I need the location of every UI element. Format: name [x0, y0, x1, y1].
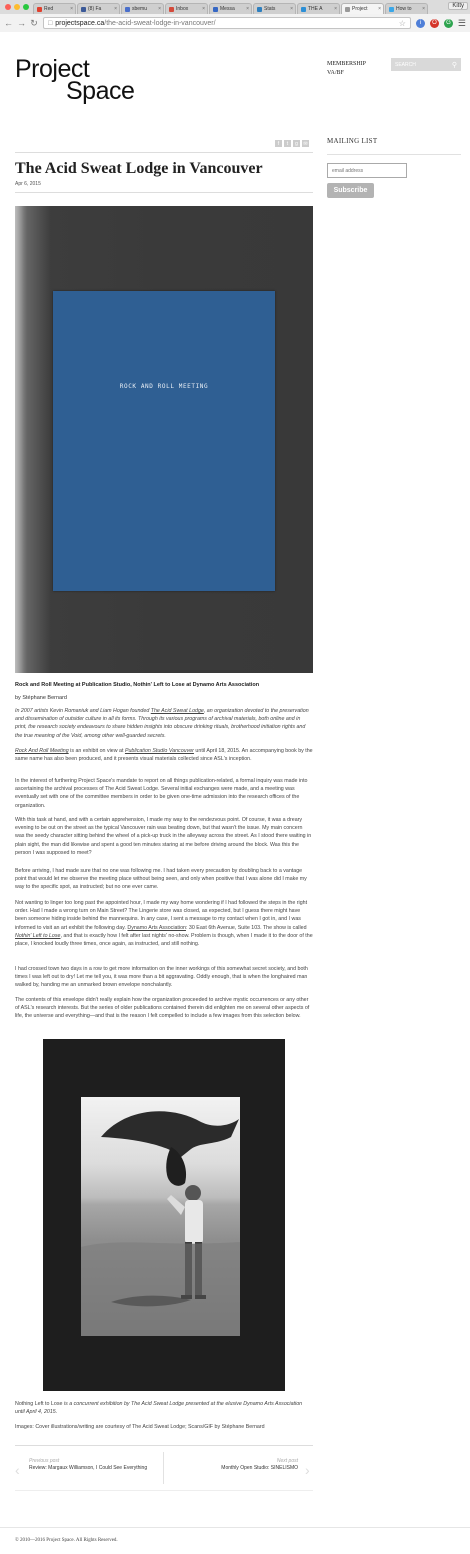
tab-close-icon[interactable]: ×: [158, 6, 161, 12]
cover-photo: [15, 206, 313, 673]
logo-line-1: Project: [15, 55, 90, 83]
closing-paragraph: Nothing Left to Lose is a concurrent exhibition by The Acid Sweat Lodge presented at the elusive Dynamo Arts Association until April 4, 2015.: [15, 1401, 303, 1416]
logo-line-2: Space: [66, 77, 135, 105]
subscribe-button[interactable]: Subscribe: [327, 183, 374, 198]
tab-close-icon[interactable]: ×: [202, 6, 205, 12]
intro-paragraph: In 2007 artists Kevin Romaniuk and Liam Hogan founded The Acid Sweat Lodge, an organization devoted to the preservation and dissemination of outsider culture in all its forms. Through its various programs of archival materials, both online and in print, the research society endeavours to share hidden insights into obscure drinking rituals, brotherhood initiation rights and the true meaning of the Void, among other well-guarded secrets.: [15, 708, 309, 739]
dynamo-arts-link[interactable]: Dynamo Arts Association: [127, 924, 186, 931]
back-icon[interactable]: ←: [4, 18, 13, 28]
maximize-window-button[interactable]: [23, 4, 29, 10]
nothin-left-to-lose-link[interactable]: Nothin' Left to Lose: [15, 932, 61, 939]
tab-close-icon[interactable]: ×: [422, 6, 425, 12]
browser-tab[interactable]: [253, 3, 296, 14]
forward-icon[interactable]: →: [17, 18, 26, 28]
rock-and-roll-meeting-link[interactable]: Rock And Roll Meeting: [15, 748, 69, 754]
photo-caption: Rock and Roll Meeting at Publication Studio, Nothin' Left to Lose at Dynamo Arts Association: [15, 682, 260, 688]
google-share-icon[interactable]: g: [293, 140, 300, 147]
paragraph: In the interest of furthering Project Space's mandate to report on all things publication-related, a formal inquiry was made into ascertaining the archival processes of The Acid Sweat Lodge. Several initial exchanges were made, and a meeting was eventually set with one of the committee members in order to be given one-time admission into the research offices of the organization.: [15, 778, 308, 809]
tab-close-icon[interactable]: ×: [246, 6, 249, 12]
close-window-button[interactable]: [5, 4, 11, 10]
next-arrow-icon[interactable]: ›: [305, 1462, 310, 1478]
previous-arrow-icon[interactable]: ‹: [15, 1462, 20, 1478]
divider: [163, 1452, 164, 1484]
post-title: The Acid Sweat Lodge in Vancouver: [15, 160, 263, 177]
tab-label: Messa: [220, 6, 235, 12]
tab-close-icon[interactable]: ×: [378, 6, 381, 12]
divider: [15, 152, 313, 153]
footer-divider: [0, 1527, 470, 1528]
next-post-label: Next post: [276, 1458, 298, 1464]
vulture-photo-print: [81, 1097, 240, 1336]
tab-favicon-icon: [213, 7, 218, 12]
tab-favicon-icon: [169, 7, 174, 12]
divider: [15, 1490, 313, 1491]
previous-post-link[interactable]: [29, 1458, 149, 1472]
reload-icon[interactable]: ↻: [30, 17, 38, 28]
previous-post-label: Previous post: [29, 1458, 60, 1464]
facebook-share-icon[interactable]: f: [275, 140, 282, 147]
browser-tab[interactable]: [297, 3, 340, 14]
tab-close-icon[interactable]: ×: [334, 6, 337, 12]
divider: [327, 154, 461, 155]
tab-label: sbemu: [132, 6, 148, 12]
byline: by Stéphane Bernard: [15, 695, 67, 701]
tab-label: Project: [352, 6, 368, 12]
paragraph: With this task at hand, and with a certain apprehension, I made my way to the rendezvous point. Of course, it was a dreary evening to be out on the street as the typical Vancouver rain was beating down, but that wasn't the issue. My main concern was the seedy character sitting behind the wheel of a pick-up truck in the alleyway across the street. As I stood there waiting in plain sight, the man did likewise and spent a good ten minutes staring at me before driving around the block. Was this the person I was supposed to meet?: [15, 817, 312, 856]
email-share-icon[interactable]: ✉: [303, 140, 308, 147]
book-cover-title: ROCK AND ROLL MEETING: [119, 383, 209, 390]
browser-tab[interactable]: [341, 3, 384, 14]
url-path: /the-acid-sweat-lodge-in-vancouver/: [104, 19, 216, 27]
mailing-list-heading: MAILING LIST: [327, 137, 378, 145]
bookmark-star-icon[interactable]: ☆: [398, 18, 406, 28]
navigation-bar: [0, 14, 470, 32]
paragraph: Before arriving, I had made sure that no one was following me. I had taken every precaution by doubling back to a vantage point that would let me observe the meeting place without being seen, and only when positive that I was alone did I make my way to the specific spot, as instructed; but no one ever came.: [15, 868, 307, 891]
tab-close-icon[interactable]: ×: [70, 6, 73, 12]
browser-tab[interactable]: [209, 3, 252, 14]
browser-tab[interactable]: [385, 3, 428, 14]
previous-post-title: Review: Margaux Williamson, I Could See Everything: [29, 1465, 148, 1471]
url-host: projectspace.ca: [55, 19, 105, 27]
grammarly-extension-icon[interactable]: G: [444, 19, 453, 28]
tab-label: THE A: [308, 6, 323, 12]
tab-close-icon[interactable]: ×: [290, 6, 293, 12]
tab-favicon-icon: [81, 7, 86, 12]
browser-tab[interactable]: [77, 3, 120, 14]
vulture-photo: [43, 1039, 285, 1391]
page-icon: □: [48, 19, 53, 27]
browser-menu-icon[interactable]: ☰: [457, 17, 466, 28]
paragraph: The contents of this envelope didn't really explain how the organization proceeded to archive mystic occurrences or any other of ASL's research interests. But the series of older publications contained therein did enlighten me on several other aspects of life, the universe and everything—and that is the reason I felt compelled to include a few images from this selection below.: [15, 997, 310, 1020]
vulture-illustration: [81, 1097, 240, 1336]
tab-close-icon[interactable]: ×: [114, 6, 117, 12]
book-cover: [53, 291, 275, 591]
divider: [15, 192, 313, 193]
footer-copyright: © 2010—2016 Project Space. All Rights Reserved.: [15, 1538, 118, 1543]
browser-chrome: [0, 0, 470, 32]
post-date: Apr 6, 2015: [15, 181, 41, 187]
paragraph: Not wanting to linger too long past the appointed hour, I made my way home wondering if I had followed the steps in the right order. Had I made a wrong turn on Main Street? The Lingerie store was closed, as expected, but I guess there might have been someone hiding inside behind the mannequins. In any case, I sent a message to my contact when I got in, and I was informed to visit an art exhibit the following day. Dynamo Arts Association: 30 East 6th Avenue, Suite 103. The show is called Nothin' Left to Lose, and that is exactly how I felt after last nights' no-show. Problem is though, when I made it to the door of the place, I knocked loudly three times, once again, as instructed, and still nothing.: [15, 900, 313, 948]
next-post-link[interactable]: [180, 1458, 298, 1472]
image-credits: Images: Cover illustrations/writing are courtesy of The Acid Sweat Lodge; Scans/GIF by Stéphane Bernard: [15, 1424, 265, 1430]
tab-favicon-icon: [389, 7, 394, 12]
tab-bar: [0, 0, 470, 14]
email-field[interactable]: [327, 163, 407, 178]
window-controls: [2, 4, 33, 14]
opera-extension-icon[interactable]: O: [430, 19, 439, 28]
divider: [15, 1445, 313, 1446]
site-logo[interactable]: [15, 55, 135, 105]
search-input[interactable]: [391, 58, 461, 71]
browser-tab[interactable]: [33, 3, 76, 14]
paragraph: I had crossed town two days in a row to get more information on the inner workings of this somewhat secret society, and both times I was left out to dry! Let me tell you, it was more than a bit aggravating. Oddly enough, that is when the longhaired man walked by, handing me an unmarked brown envelope nonchalantly.: [15, 966, 308, 989]
tab-favicon-icon: [37, 7, 42, 12]
profile-button[interactable]: Kitty: [448, 2, 468, 10]
tab-favicon-icon: [301, 7, 306, 12]
twitter-share-icon[interactable]: t: [284, 140, 291, 147]
minimize-window-button[interactable]: [14, 4, 20, 10]
tab-favicon-icon: [345, 7, 350, 12]
browser-tab[interactable]: [121, 3, 164, 14]
tab-favicon-icon: [125, 7, 130, 12]
search-placeholder: SEARCH: [395, 61, 416, 68]
tab-label: Stats: [264, 6, 276, 12]
tab-label: Red: [44, 6, 54, 12]
nav-vabf[interactable]: VA/BF: [327, 70, 344, 76]
acid-sweat-lodge-link[interactable]: The Acid Sweat Lodge: [150, 708, 204, 714]
browser-tab[interactable]: [165, 3, 208, 14]
tab-label: How to: [396, 6, 412, 12]
nav-membership[interactable]: MEMBERSHIP: [327, 61, 367, 67]
address-bar[interactable]: [43, 17, 411, 29]
tab-label: Inbox: [176, 6, 189, 12]
tab-favicon-icon: [257, 7, 262, 12]
next-post-title: Monthly Open Studio: SINELISMO: [221, 1465, 298, 1471]
paragraph: Rock And Roll Meeting is an exhibit on view at Publication Studio Vancouver until April 18, 2015. An accompanying book by the same name has also been produced, and it presents visual materials collected since ASL's inception.: [15, 748, 313, 763]
search-icon[interactable]: ⚲: [451, 61, 457, 69]
share-icons: [275, 140, 309, 147]
tab-label: (8) Fa: [88, 6, 102, 12]
top-nav: [327, 60, 366, 78]
publication-studio-link[interactable]: Publication Studio Vancouver: [124, 748, 194, 754]
extension-info-icon[interactable]: i: [416, 19, 425, 28]
